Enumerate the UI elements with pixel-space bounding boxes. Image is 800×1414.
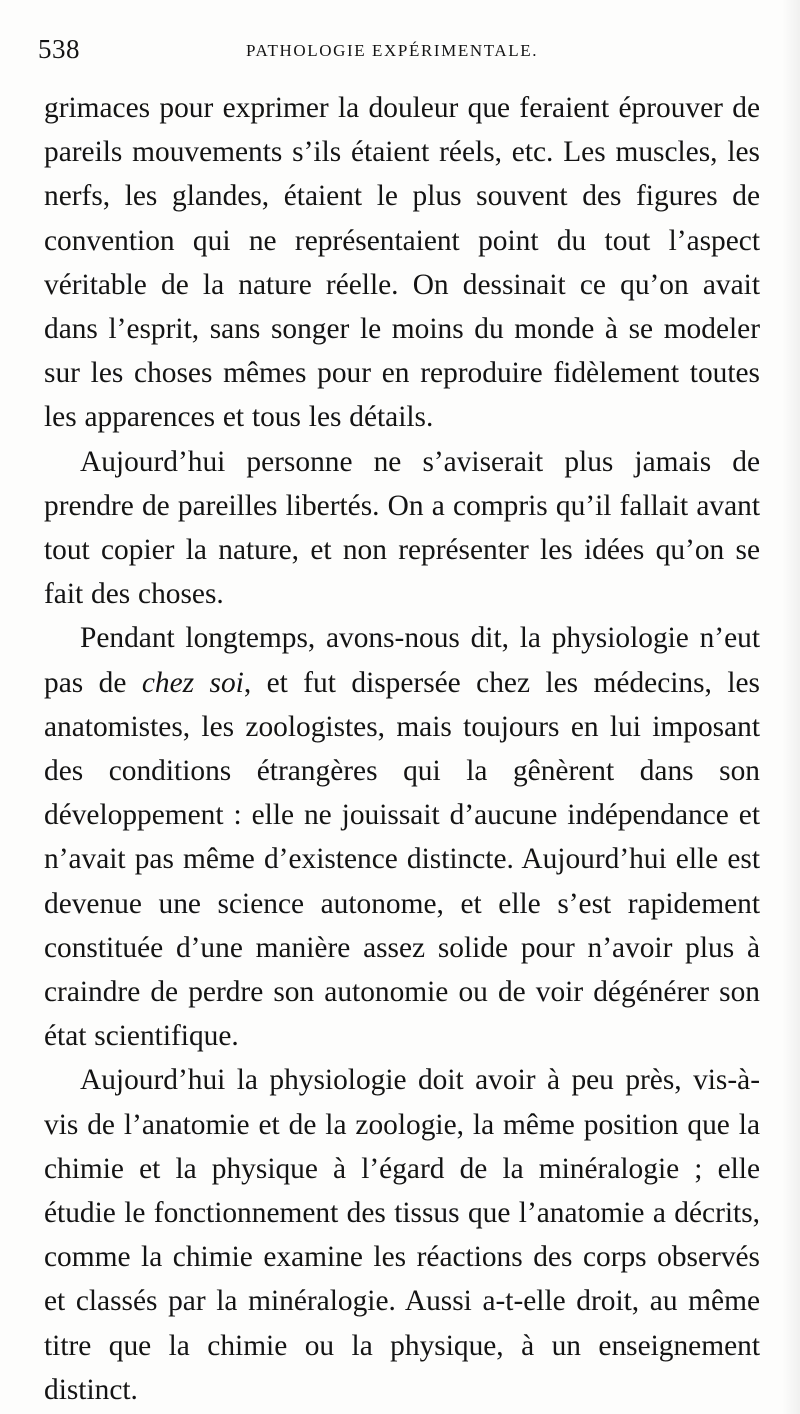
paragraph-3-start: Pendant longtemps, avons-nous dit, la physiologie n’eut pas de [44,622,760,699]
italic-phrase: chez soi [141,666,244,699]
paragraph-4: Aujourd’hui la physiologie doit avoir à peu près, vis-à-vis de l’anatomie et de la zoologie, la même position que la chimie et la physique à l’égard de la minéralogie ; elle étudie le fonctionnement des tissus que l’anatomie a décrits, comme la chimie examine les réactions des corps observés et classés par la minéralogie. Aussi a-t-elle droit, au même titre que la chimie ou la physique, à un enseignement distinct. [44,1064,760,1406]
page-number: 538 [38,34,80,64]
paragraph-3 [44,616,760,1058]
paragraph-3-end: , et fut dispersée chez les médecins, les anatomistes, les zoologistes, mais toujours en lui imposant des conditions étrangères qui la gênèrent dans son développement : elle ne jouissait d’aucune indépendance et n’avait pas même d’existence distincte. Aujourd’hui elle est devenue une science autonome, et elle s’est rapidement constituée d’une manière assez solide pour n’avoir plus à craindre de perdre son autonomie ou de voir dégénérer son état scientifique. [44,666,760,1053]
running-head [38,34,760,68]
text-body [44,86,760,1412]
paragraph-2: Aujourd’hui personne ne s’aviserait plus jamais de prendre de pareilles libertés. On a compris qu’il fallait avant tout copier la nature, et non représenter les idées qu’on se fait des choses. [44,445,760,611]
paragraph-1: grimaces pour exprimer la douleur que feraient éprouver de pareils mouvements s’ils étaient réels, etc. Les muscles, les nerfs, les glandes, étaient le plus souvent des figures de convention qui ne représentaient point du tout l’aspect véritable de la nature réelle. On dessinait ce qu’on avait dans l’esprit, sans songer le moins du monde à se modeler sur les choses mêmes pour en reproduire fidèlement toutes les apparences et tous les détails. [44,92,760,434]
running-title: PATHOLOGIE EXPÉRIMENTALE. [246,41,539,60]
